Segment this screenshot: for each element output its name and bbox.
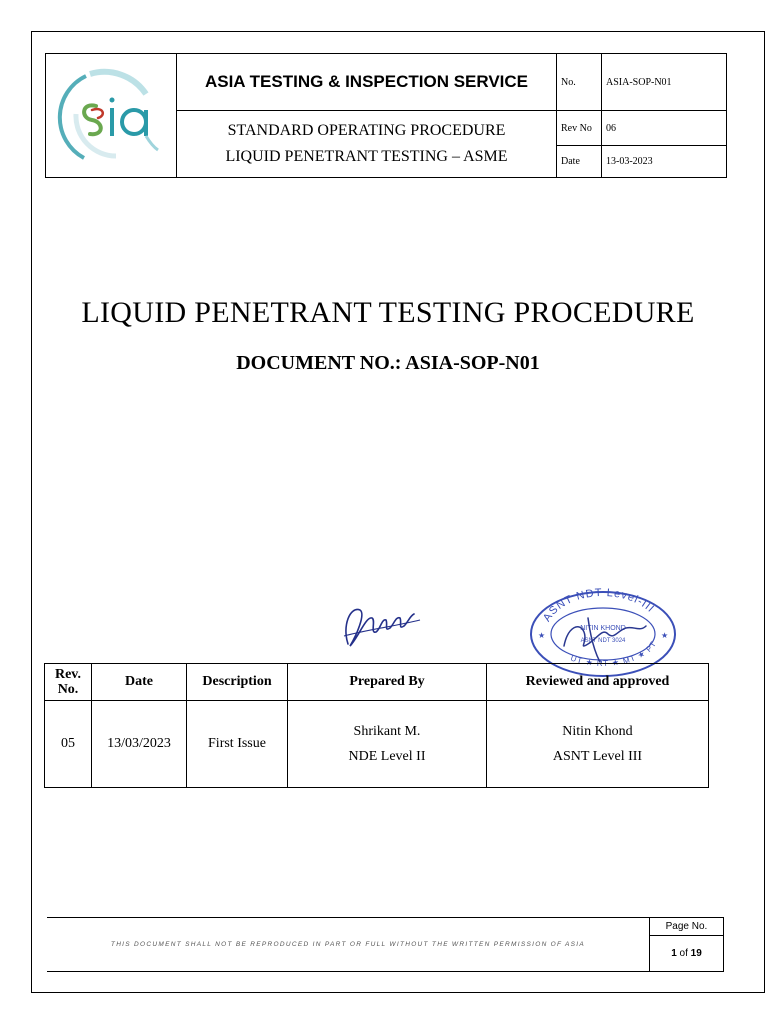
svg-text:ASNT NDT Level-III (541, 588, 657, 624)
sop-line-1: STANDARD OPERATING PROCEDURE (227, 122, 506, 139)
company-logo (46, 54, 177, 178)
page-number (650, 936, 724, 972)
date-value: 13-03-2023 (602, 146, 727, 178)
footer-notice: THIS DOCUMENT SHALL NOT BE REPRODUCED IN PART OR FULL WITHOUT THE WRITTEN PERMISSION OF ASIA (47, 918, 650, 972)
header-date: Date (92, 664, 187, 701)
cell-reviewed-by (487, 701, 709, 788)
cell-description: First Issue (187, 701, 288, 788)
page-of: of (679, 948, 688, 959)
doc-no-label: No. (557, 54, 602, 111)
revision-history-table (44, 663, 709, 788)
prepared-title: NDE Level II (348, 749, 426, 764)
header-prepared-by: Prepared By (288, 664, 487, 701)
page-number-label: Page No. (650, 918, 724, 936)
cell-prepared-by (288, 701, 487, 788)
company-name: ASIA TESTING & INSPECTION SERVICE (177, 54, 557, 111)
stamp-bottom-text: UT ★ RT ★ MT ★ PT (569, 639, 659, 669)
cell-date: 13/03/2023 (92, 701, 187, 788)
document-header (45, 53, 727, 178)
table-row (45, 701, 709, 788)
sop-description (177, 111, 557, 178)
rev-no-label: Rev No (557, 111, 602, 146)
prepared-by-signature (336, 596, 426, 656)
header-description: Description (187, 664, 288, 701)
doc-no-value: ASIA-SOP-N01 (602, 54, 727, 111)
page-total: 19 (690, 948, 702, 959)
svg-text:★: ★ (661, 631, 669, 640)
page-footer (47, 917, 724, 972)
page-current: 1 (671, 948, 677, 959)
header-reviewed-approved: Reviewed and approved (487, 664, 709, 701)
header-rev-no: Rev. No. (45, 664, 92, 701)
rev-no-value: 06 (602, 111, 727, 146)
stamp-name-text: NITIN KHOND (580, 625, 626, 632)
document-number: DOCUMENT NO.: ASIA-SOP-N01 (236, 352, 540, 374)
page-title: LIQUID PENETRANT TESTING PROCEDURE (81, 296, 695, 329)
reviewed-name: Nitin Khond (562, 724, 633, 739)
prepared-name: Shrikant M. (353, 724, 421, 739)
reviewed-title: ASNT Level III (552, 749, 643, 764)
sia-logo-icon (46, 54, 174, 172)
stamp-id-text: ASNT NDT 3024 (580, 638, 626, 644)
cell-rev: 05 (45, 701, 92, 788)
date-label: Date (557, 146, 602, 178)
svg-text:★: ★ (538, 631, 546, 640)
sop-line-2: LIQUID PENETRANT TESTING – ASME (225, 148, 508, 165)
stamp-top-text: ASNT NDT Level-III (540, 588, 657, 624)
